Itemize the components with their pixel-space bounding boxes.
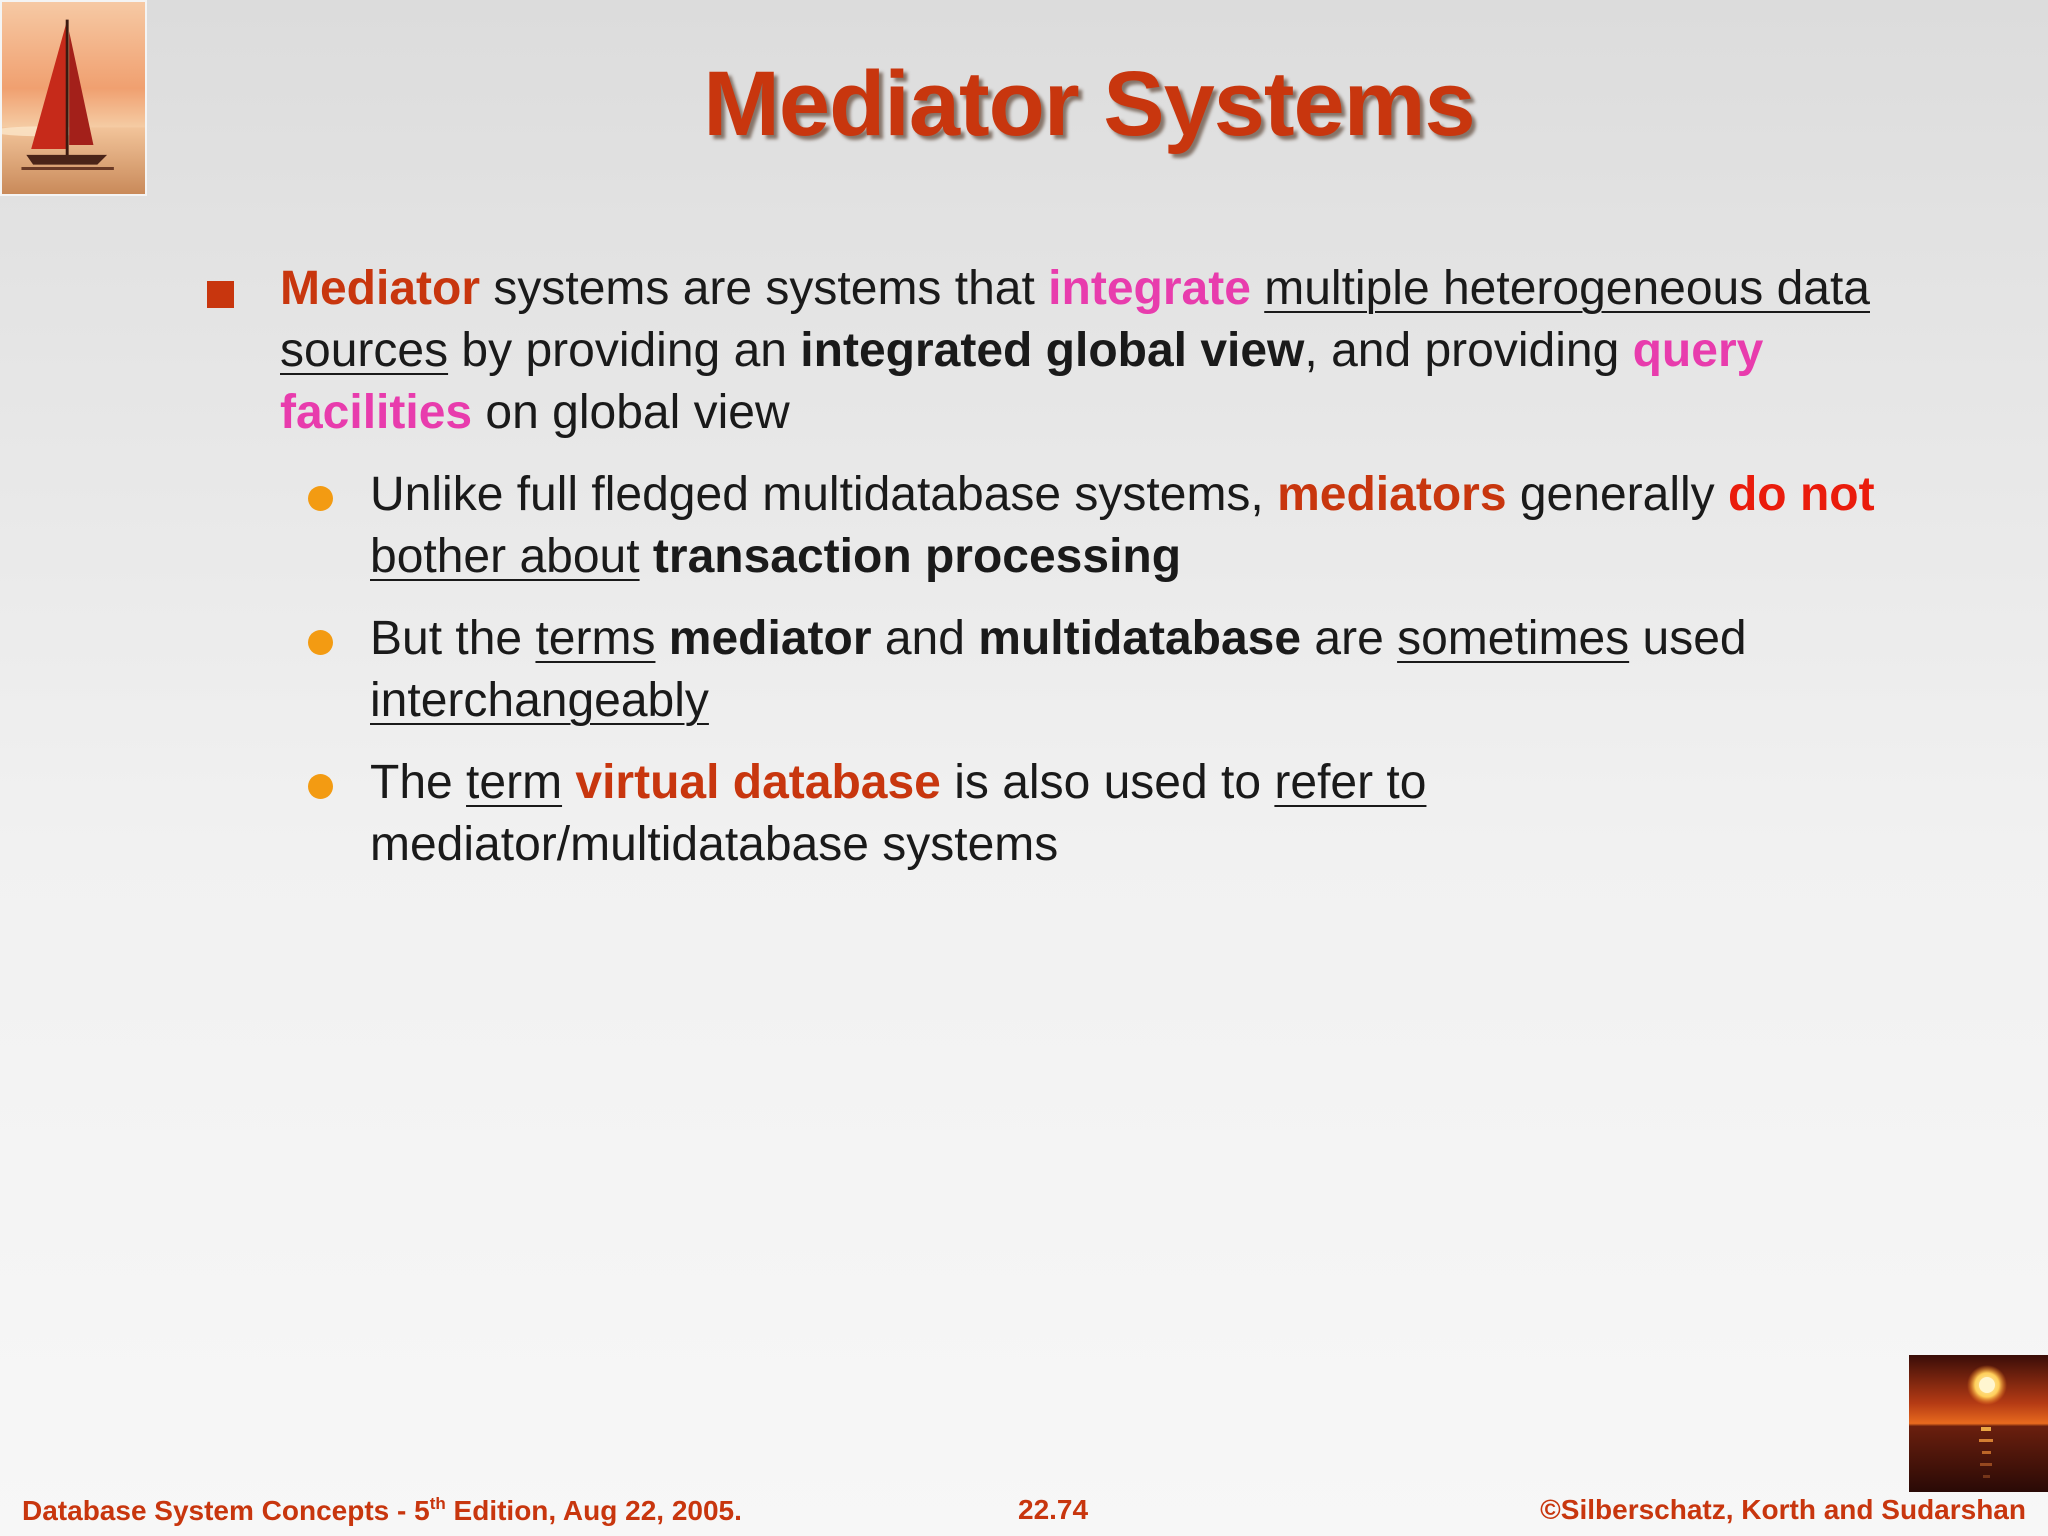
sub-bullet-2 (370, 608, 1900, 732)
sunset-image-icon (1909, 1355, 2048, 1492)
text-run: are (1301, 612, 1398, 665)
dot-bullet-icon (308, 486, 333, 511)
footer-page-number: 22.74 (1018, 1494, 1089, 1525)
text-run: mediator/multidatabase systems (370, 818, 1059, 871)
text-run: The (370, 756, 467, 809)
text-run: systems are systems that (480, 262, 1049, 315)
text-run: is also used to (940, 756, 1275, 809)
bold-phrase: integrated global view (800, 324, 1305, 377)
dot-bullet-icon (308, 630, 333, 655)
text-run (655, 612, 668, 665)
sub-bullet-list (200, 464, 1900, 876)
bold-word: multidatabase (978, 612, 1302, 665)
text-run (1251, 262, 1264, 315)
bold-phrase: transaction processing (652, 530, 1182, 583)
footer-copyright: ©Silberschatz, Korth and Sudarshan (1540, 1494, 2026, 1525)
square-bullet-icon (207, 281, 234, 308)
term-do-not: do not (1727, 468, 1875, 521)
term-integrate: integrate (1048, 262, 1251, 315)
footer-edition-suffix: th (429, 1494, 446, 1513)
bold-word: mediator (668, 612, 872, 665)
underlined-word: sometimes (1397, 612, 1630, 665)
slide-content (200, 258, 1900, 896)
underlined-phrase: bother about (370, 530, 640, 583)
underlined-word: terms (535, 612, 656, 665)
underlined-word: interchangeably (370, 674, 709, 727)
term-mediators: mediators (1277, 468, 1507, 521)
footer-book-title (22, 1494, 742, 1527)
text-run: on global view (472, 386, 790, 439)
text-run: Unlike full fledged multidatabase systems, (370, 468, 1278, 521)
main-bullet (200, 258, 1900, 444)
sub-bullet-3 (370, 752, 1900, 876)
text-run: used (1629, 612, 1747, 665)
text-run: But the (370, 612, 536, 665)
sub-bullet-1 (370, 464, 1900, 588)
underlined-phrase: multiple heterogeneous data sources (280, 262, 1870, 377)
slide-title: Mediator Systems (703, 53, 1475, 155)
underlined-word: term (466, 756, 563, 809)
text-run (562, 756, 575, 809)
term-virtual-database: virtual database (575, 756, 941, 809)
text-run (640, 530, 653, 583)
text-run: generally (1506, 468, 1728, 521)
dot-bullet-icon (308, 774, 333, 799)
footer-edition-text: Edition, Aug 22, 2005. (445, 1495, 742, 1526)
text-run: and (871, 612, 979, 665)
underlined-phrase: refer to (1274, 756, 1427, 809)
footer-title-text: Database System Concepts - 5 (22, 1495, 430, 1526)
text-run: , and providing (1304, 324, 1633, 377)
text-run: by providing an (448, 324, 801, 377)
term-query-facilities: query facilities (280, 324, 1764, 439)
term-mediator: Mediator (280, 262, 481, 315)
